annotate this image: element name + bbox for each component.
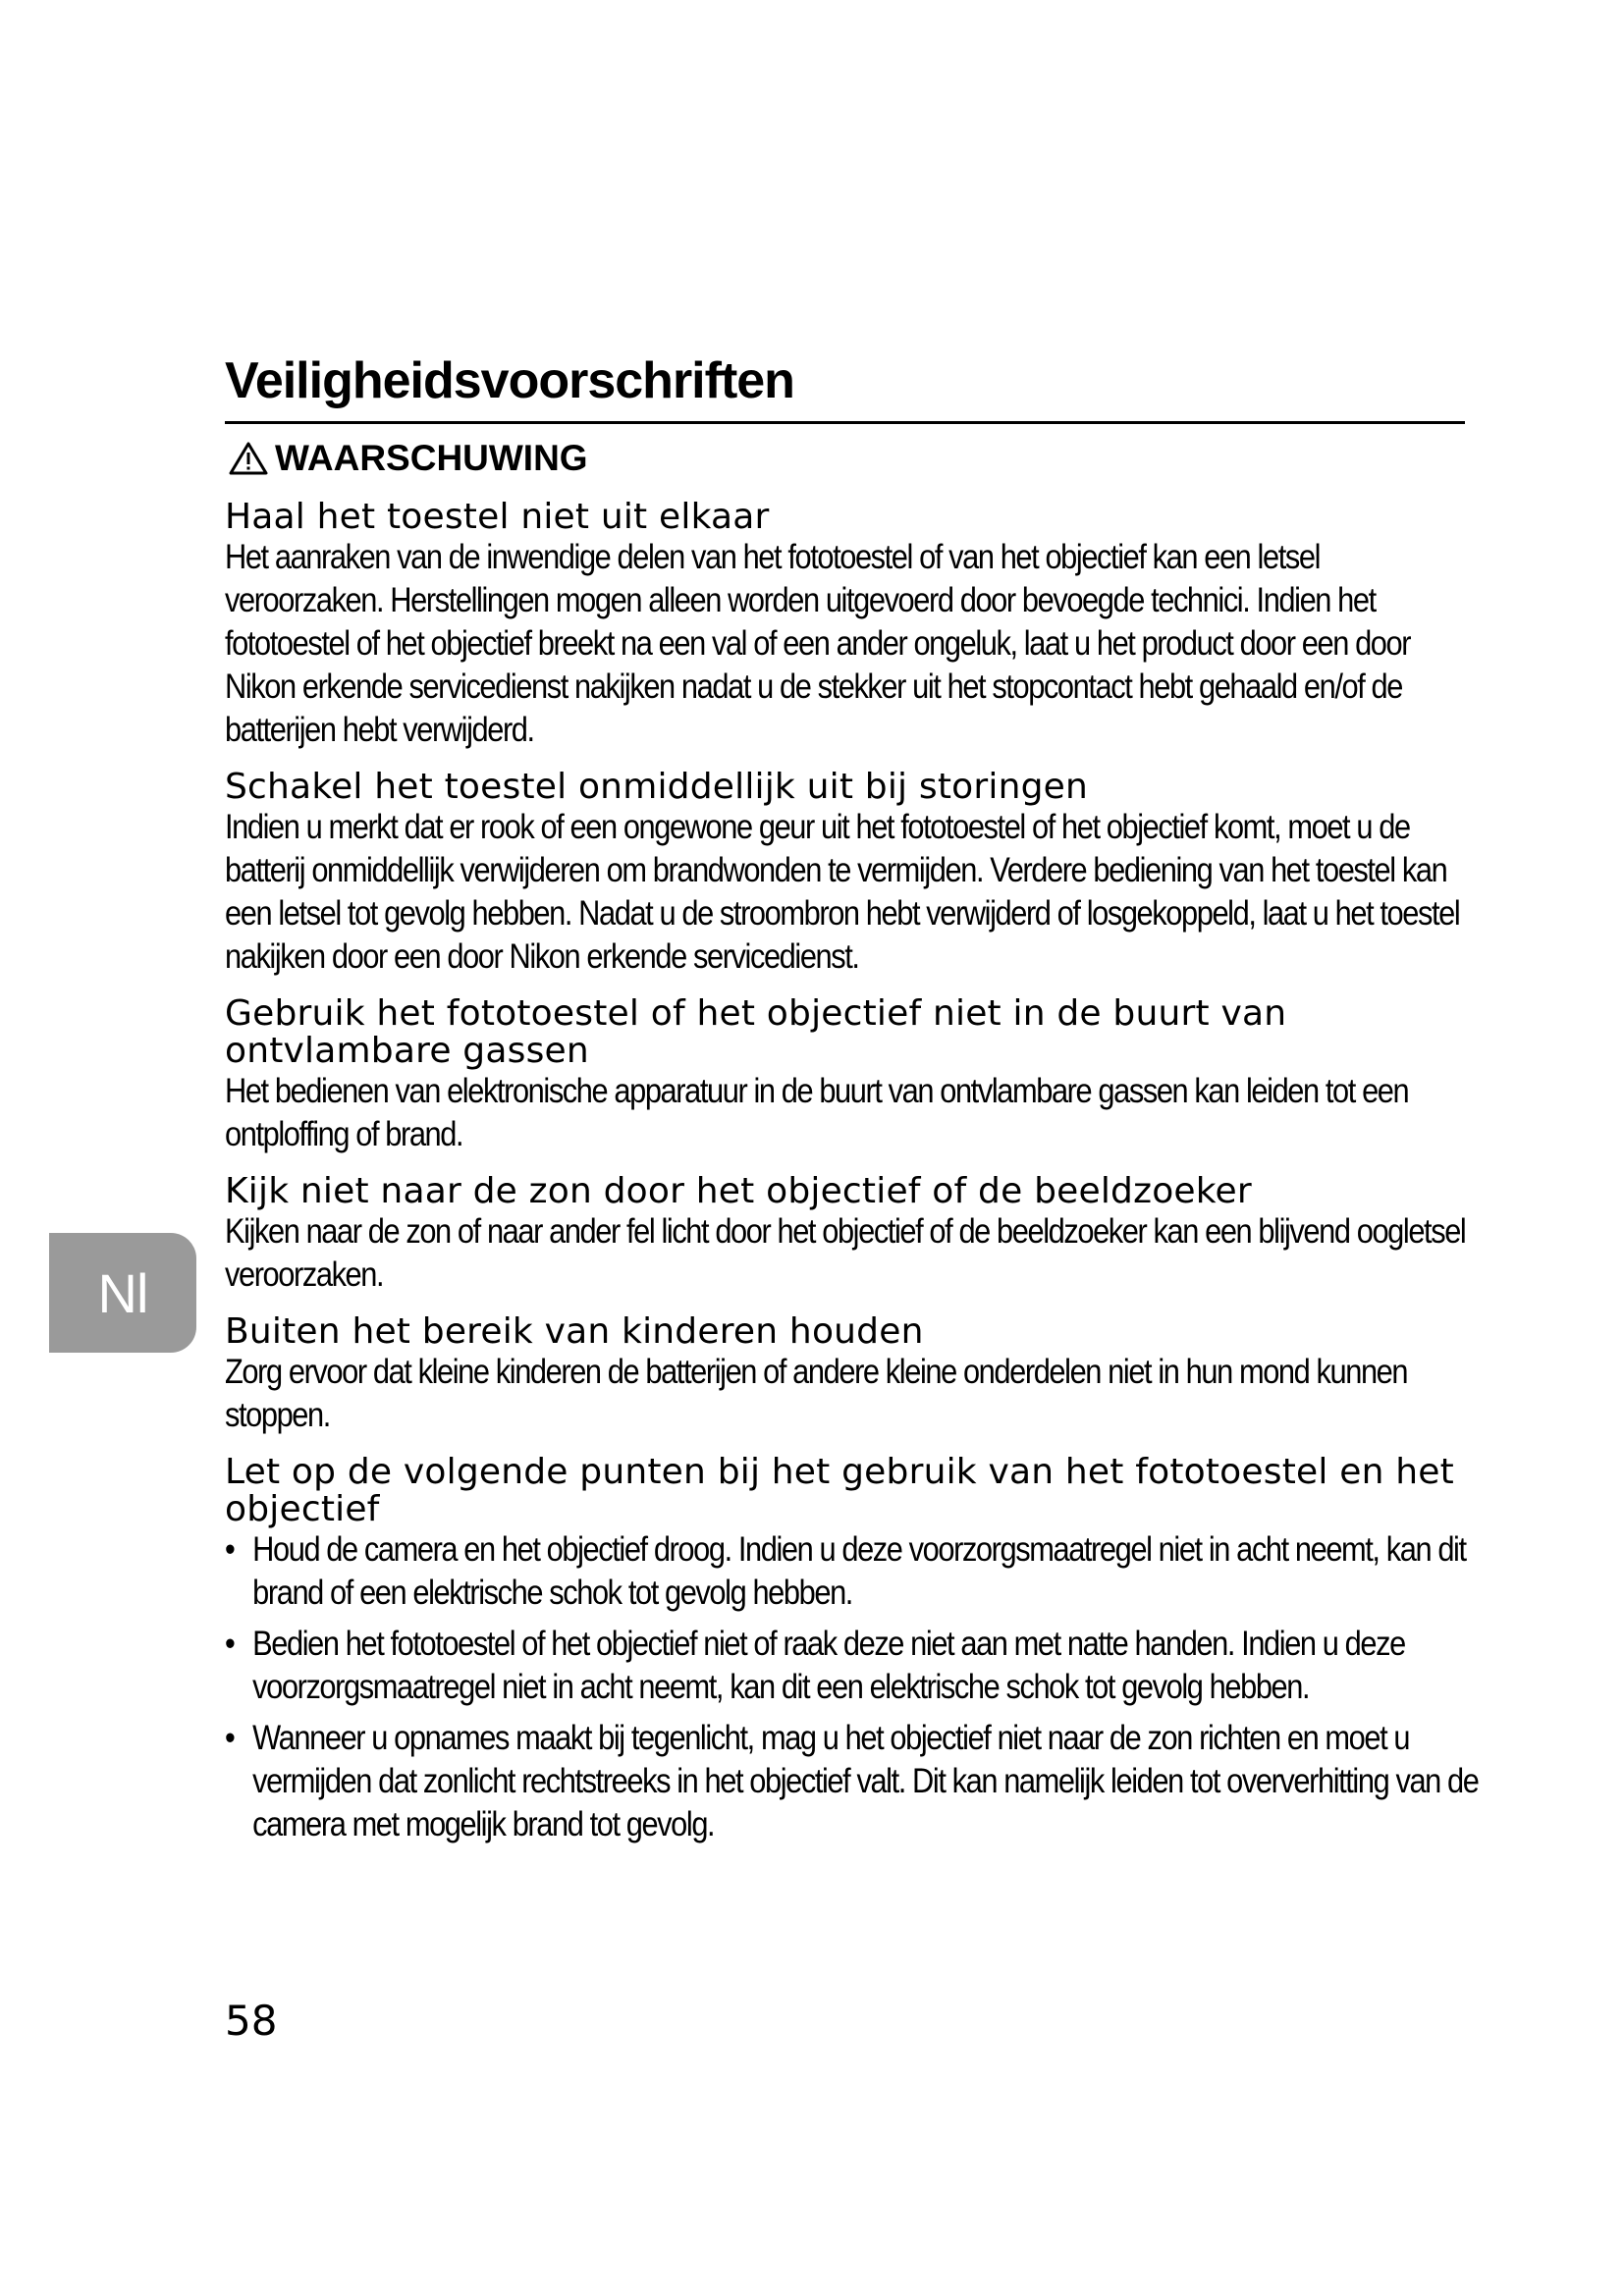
- section-heading: Haal het toestel niet uit elkaar: [225, 497, 770, 537]
- title-divider: [225, 421, 1465, 424]
- section-heading: Buiten het bereik van kinderen houden: [225, 1311, 924, 1352]
- section-usage-points: [225, 1452, 1479, 1846]
- warning-label: WAARSCHUWING: [275, 438, 588, 478]
- section-body: Zorg ervoor dat kleine kinderen de batterijen of andere kleine onderdelen niet in hun mond kunnen stoppen.: [225, 1353, 1408, 1434]
- section-body: Het aanraken van de inwendige delen van het fototoestel of van het objectief kan een letsel veroorzaken. Herstellingen mogen alleen worden uitgevoerd door bevoegde technici. Indien het fototoestel of het objectief breekt na een val of een ander ongeluk, laat u het product door een door Nikon erkende servicedienst nakijken nadat u de stekker uit het stopcontact hebt gehaald en/of de batterijen hebt verwijderd.: [225, 538, 1411, 749]
- section-body: Indien u merkt dat er rook of een ongewone geur uit het fototoestel of het objectief komt, moet u de batterij onmiddellijk verwijderen om brandwonden te vermijden. Verdere bediening van het toestel kan een letsel tot gevolg hebben. Nadat u de stroombron hebt verwijderd of losgekoppeld, laat u het toestel nakijken door een door Nikon erkende servicedienst.: [225, 808, 1460, 976]
- language-tab-label: Nl: [97, 1261, 148, 1324]
- section-disassembly: [225, 499, 1467, 752]
- language-tab: [49, 1233, 196, 1353]
- section-body: Het bedienen van elektronische apparatuur in de buurt van ontvlambare gassen kan leiden tot een ontploffing of brand.: [225, 1072, 1409, 1153]
- page-number: 58: [225, 1997, 278, 2045]
- section-sun: [225, 1173, 1467, 1297]
- list-item: • Houd de camera en het objectief droog. Indien u deze voorzorgsmaatregel niet in acht neemt, kan dit brand of een elektrische schok tot gevolg hebben.: [225, 1528, 1494, 1615]
- list-item: • Wanneer u opnames maakt bij tegenlicht, mag u het objectief niet naar de zon richten en moet u vermijden dat zonlicht rechtstreeks in het objectief valt. Dit kan namelijk leiden tot oververhitting van de camera met mogelijk brand tot gevolg.: [225, 1717, 1494, 1846]
- section-flammable-gas: [225, 995, 1467, 1156]
- section-body: Kijken naar de zon of naar ander fel licht door het objectief of de beeldzoeker kan een blijvend oogletsel veroorzaken.: [225, 1212, 1466, 1294]
- bullet-list: [225, 1528, 1479, 1846]
- content: [225, 497, 1479, 1863]
- section-heading: Schakel het toestel onmiddellijk uit bij storingen: [225, 767, 1089, 807]
- section-heading: Kijk niet naar de zon door het objectief of de beeldzoeker: [225, 1171, 1252, 1211]
- section-heading: Let op de volgende punten bij het gebruik van het fototoestel en het objectief: [225, 1452, 1454, 1529]
- section-heading: Gebruik het fototoestel of het objectief niet in de buurt van ontvlambare gassen: [225, 993, 1287, 1071]
- section-children: [225, 1313, 1467, 1437]
- section-malfunction: [225, 769, 1467, 979]
- list-item: • Bedien het fototoestel of het objectief niet of raak deze niet aan met natte handen. Indien u deze voorzorgsmaatregel niet in acht neemt, kan dit een elektrische schok tot gevolg hebben.: [225, 1623, 1494, 1709]
- page-title: Veiligheidsvoorschriften: [225, 352, 794, 409]
- warning-heading: [228, 434, 588, 483]
- warning-triangle-icon: [228, 441, 269, 476]
